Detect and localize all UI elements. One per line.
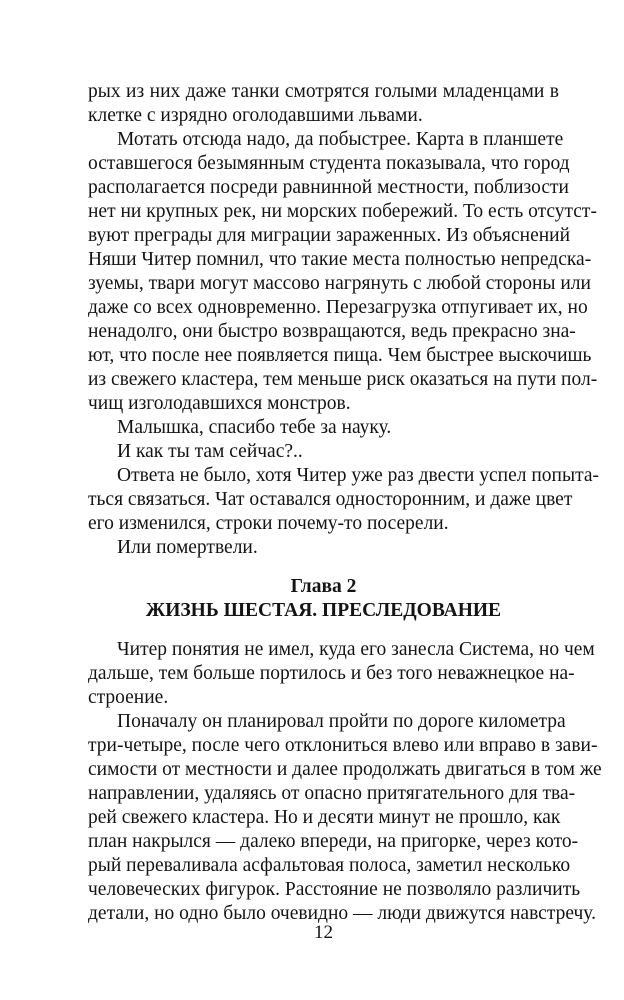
text-line: направлении, удаляясь от опасно притягательного для тва- bbox=[88, 783, 576, 804]
text-line: строение. bbox=[88, 687, 169, 708]
text-line: план накрылся — далеко впереди, на пригорке, через кото- bbox=[88, 831, 579, 852]
chapter-title: ЖИЗНЬ ШЕСТАЯ. ПРЕСЛЕДОВАНИЕ bbox=[145, 600, 502, 621]
text-line: детали, но одно было очевидно — люди движутся навстречу. bbox=[88, 903, 596, 924]
text-line: Или помертвели. bbox=[117, 537, 258, 558]
text-line: три-четыре, после чего отклониться влево или вправо в зави- bbox=[88, 735, 598, 756]
text-line: Малышка, спасибо тебе за науку. bbox=[117, 417, 392, 438]
text-line: нет ни крупных рек, ни морских побережий. То есть отсутст- bbox=[88, 201, 597, 222]
page-number: 12 bbox=[314, 922, 333, 943]
text-line: даже со всех одновременно. Перезагрузка отпугивает их, но bbox=[88, 297, 588, 318]
text-line: рей свежего кластера. Но и десяти минут не прошло, как bbox=[88, 807, 561, 828]
text-line: рых из них даже танки смотрятся голыми младенцами в bbox=[88, 81, 559, 102]
text-line: симости от местности и далее продолжать двигаться в том же bbox=[88, 759, 602, 780]
text-line: зуемы, твари могут массово нагрянуть с любой стороны или bbox=[88, 273, 591, 294]
text-line: его изменился, строки почему-то посерели. bbox=[88, 513, 449, 534]
text-line: И как ты там сейчас?.. bbox=[117, 441, 303, 462]
text-line: ют, что после нее появляется пища. Чем быстрее выскочишь bbox=[88, 345, 592, 366]
text-line: рый переваливала асфальтовая полоса, заметил несколько bbox=[88, 855, 571, 876]
text-line: Няши Читер помнил, что такие места полностью непредска- bbox=[88, 249, 592, 270]
text-line: Ответа не было, хотя Читер уже раз двести успел попыта- bbox=[117, 465, 599, 486]
text-line: ться связаться. Чат оставался односторонним, и даже цвет bbox=[88, 489, 573, 510]
text-line: оставшегося безымянным студента показывала, что город bbox=[88, 153, 570, 174]
text-line: Читер понятия не имел, куда его занесла Система, но чем bbox=[117, 639, 595, 660]
text-line: Поначалу он планировал пройти по дороге километра bbox=[117, 711, 566, 732]
chapter-label: Глава 2 bbox=[290, 576, 357, 597]
text-line: располагается посреди равнинной местности, поблизости bbox=[88, 177, 569, 198]
text-line: Мотать отсюда надо, да побыстрее. Карта в планшете bbox=[117, 129, 564, 150]
text-line: клетке с изрядно оголодавшими львами. bbox=[88, 105, 423, 126]
text-line: ненадолго, они быстро возвращаются, ведь прекрасно зна- bbox=[88, 321, 576, 342]
text-line: человеческих фигурок. Расстояние не позволяло различить bbox=[88, 879, 581, 900]
text-line: из свежего кластера, тем меньше риск оказаться на пути пол- bbox=[88, 369, 598, 390]
text-line: вуют преграды для миграции зараженных. Из объяснений bbox=[88, 225, 571, 246]
text-line: чищ изголодавшихся монстров. bbox=[88, 393, 351, 414]
text-line: дальше, тем больше портилось и без того неважнецкое на- bbox=[88, 663, 575, 684]
